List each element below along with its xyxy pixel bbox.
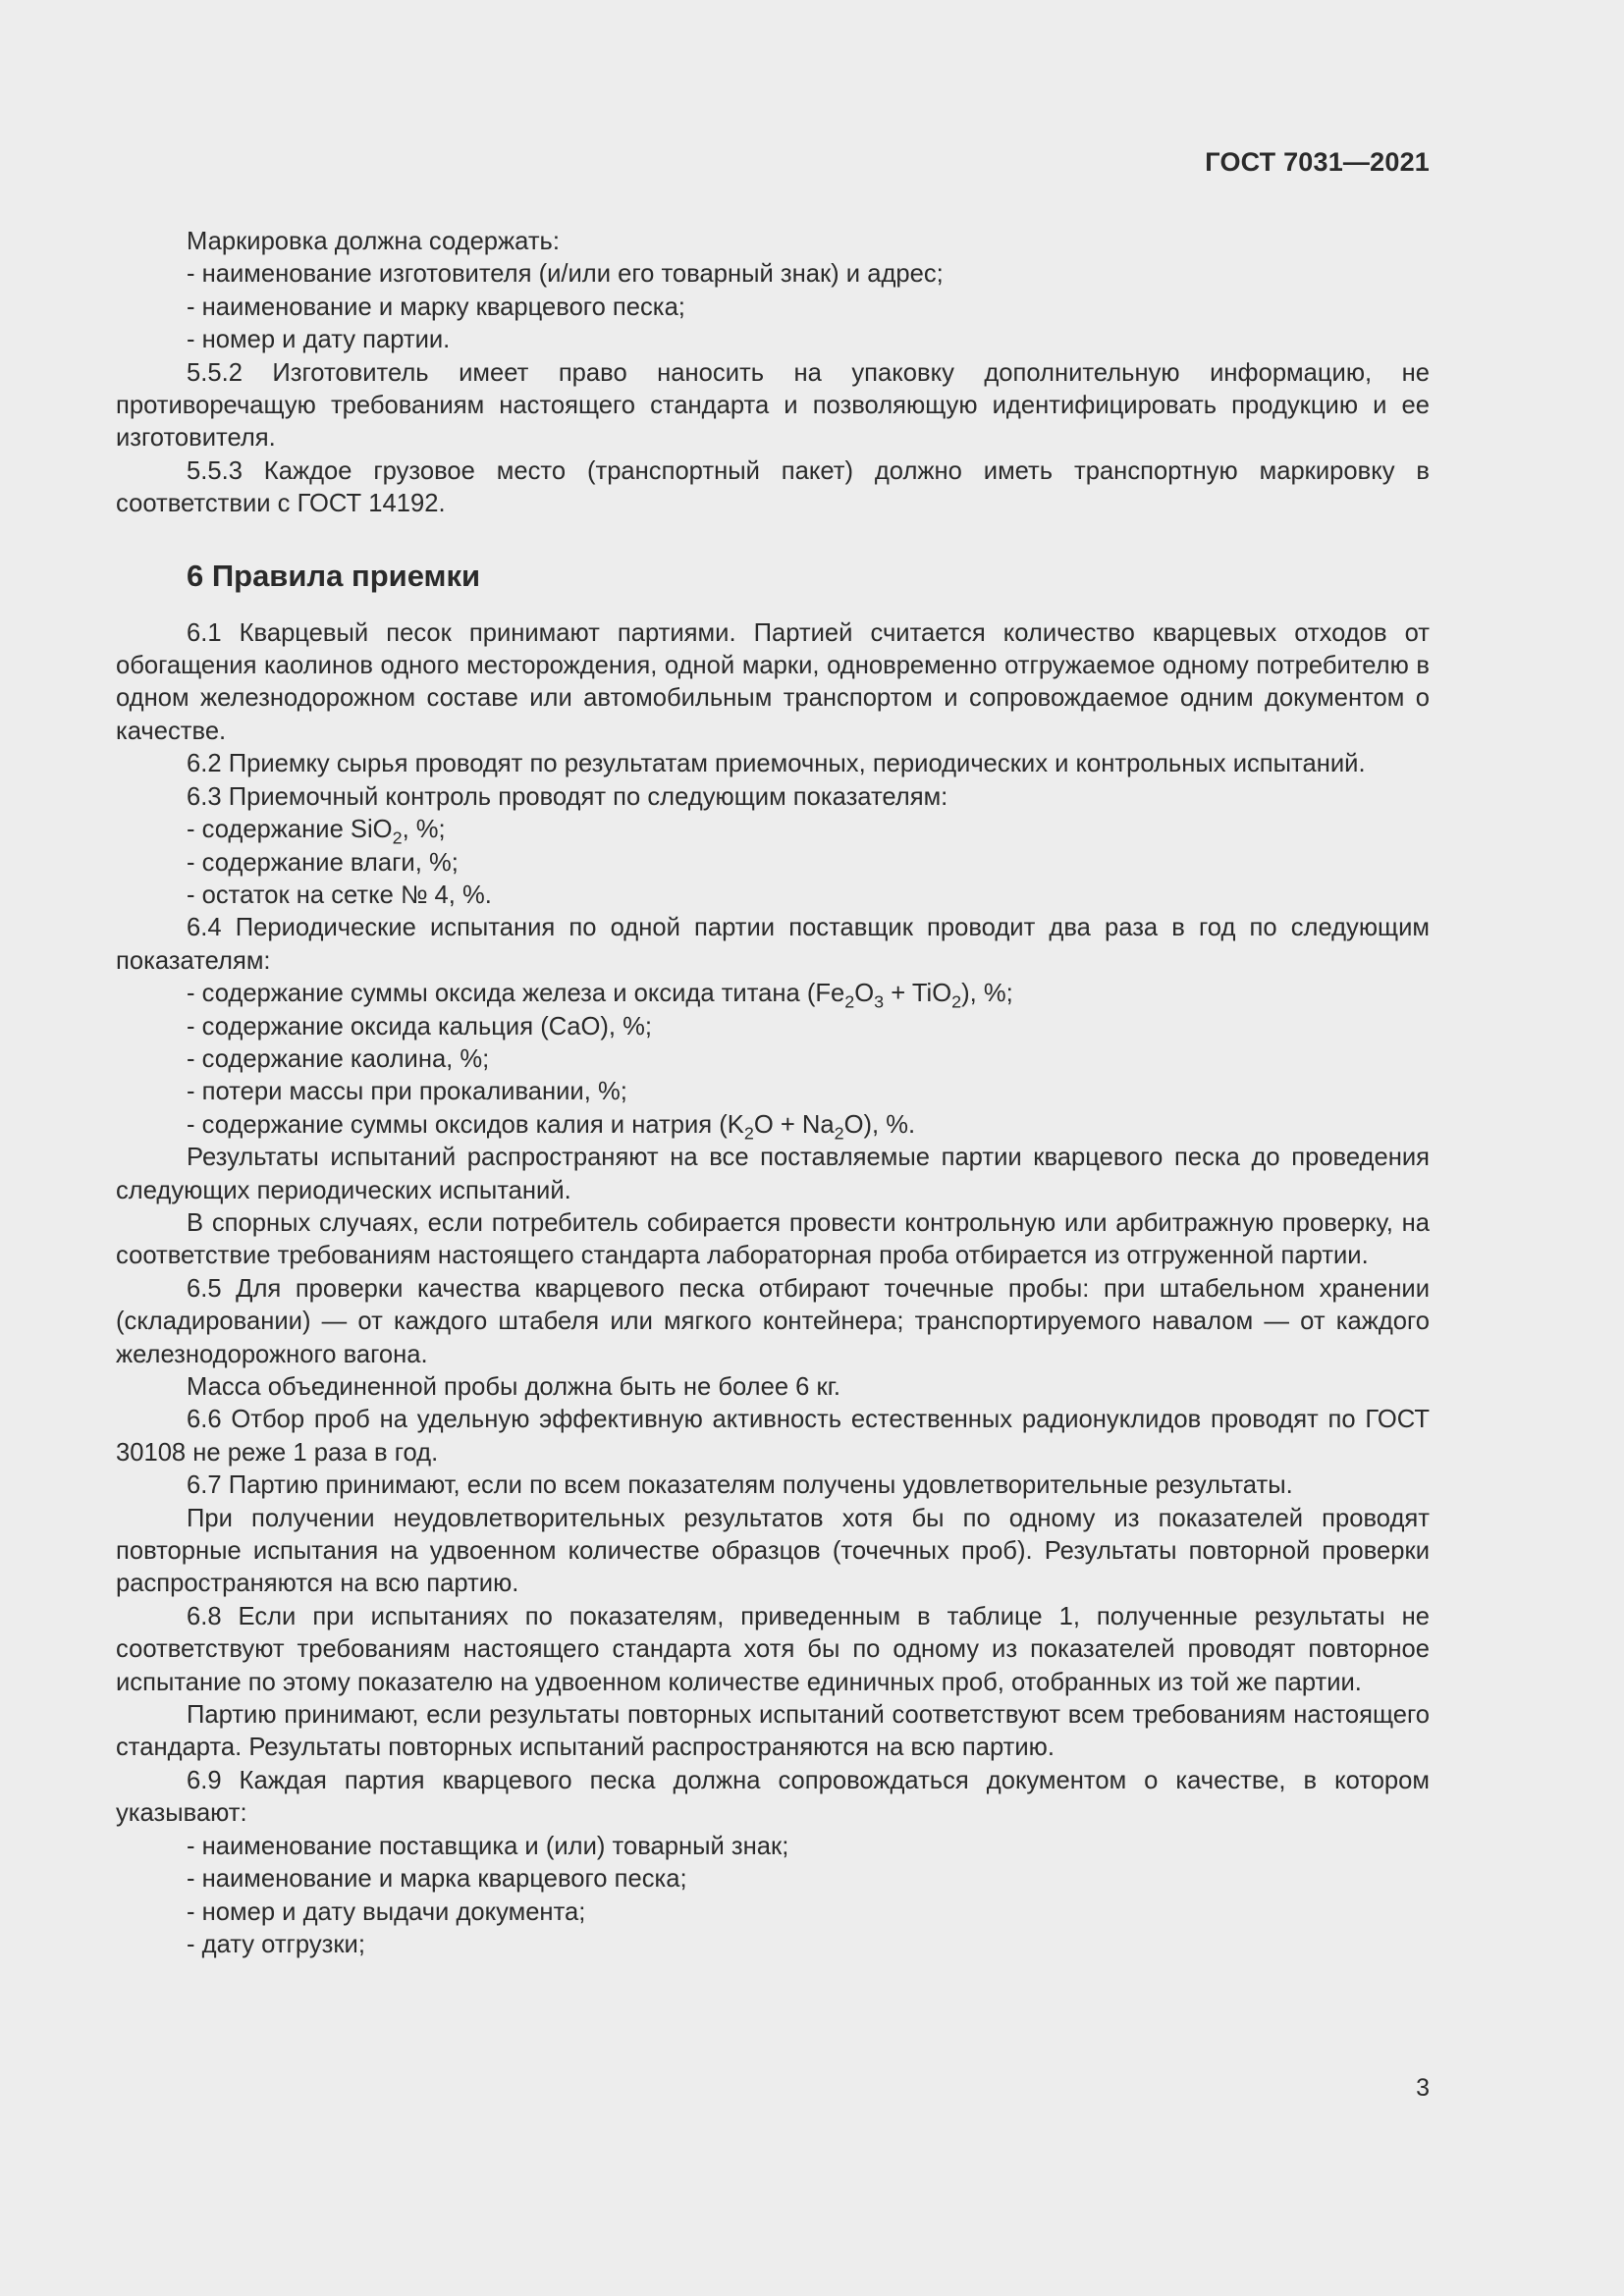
paragraph: 6.4 Периодические испытания по одной партии поставщик проводит два раза в год по следующим показателям: — [116, 914, 1430, 975]
paragraph: - дату отгрузки; — [187, 1930, 365, 1958]
paragraph: - содержание каолина, %; — [187, 1044, 490, 1073]
paragraph: - содержание влаги, %; — [187, 848, 459, 877]
paragraph: В спорных случаях, если потребитель собирается провести контрольную или арбитражную проверку, на соответствие требованиям настоящего стандарта лабораторная проба отбирается из отгруженной партии. — [116, 1208, 1430, 1270]
paragraph: - номер и дату партии. — [187, 326, 451, 354]
page-number: 3 — [1416, 2074, 1430, 2102]
document-code-header: ГОСТ 7031—2021 — [1205, 147, 1430, 177]
paragraph: При получении неудовлетворительных результатов хотя бы по одному из показателей проводят повторные испытания на удвоенном количестве образцов (точечных проб). Результаты повторной проверки распространяются на всю партию. — [116, 1504, 1430, 1598]
paragraph: 6.9 Каждая партия кварцевого песка должна сопровождаться документом о качестве, в котором указывают: — [116, 1766, 1430, 1828]
document-body — [116, 226, 1430, 1961]
paragraph: - содержание SiO$_2$, %; — [187, 816, 446, 848]
paragraph: 6.3 Приемочный контроль проводят по следующим показателям: — [187, 782, 948, 811]
paragraph: - содержание суммы оксида железа и оксида титана $(Fe_2O_3 + TiO_2)$, %; — [187, 980, 1013, 1012]
paragraph: 6.5 Для проверки качества кварцевого песка отбирают точечные пробы: при штабельном хранении (складировании) — от каждого штабеля или мягкого контейнера; транспортируемого навалом — от каждого железнодорожного вагона. — [116, 1274, 1430, 1368]
paragraph: Масса объединенной пробы должна быть не более 6 кг. — [187, 1373, 841, 1401]
paragraph: - наименование и марка кварцевого песка; — [187, 1865, 687, 1894]
paragraph: - наименование изготовителя (и/или его товарный знак) и адрес; — [187, 260, 944, 289]
section-heading: 6 Правила приемки — [187, 558, 481, 593]
paragraph: 6.8 Если при испытаниях по показателям, приведенным в таблице 1, полученные результаты не соответствуют требованиям настоящего стандарта хотя бы по одному из показателей проводят повторное испытание по этому показателю на удвоенном количестве единичных проб, отобранных из той же партии. — [116, 1602, 1430, 1696]
paragraph: Партию принимают, если результаты повторных испытаний соответствуют всем требованиям настоящего стандарта. Результаты повторных испытаний распространяются на всю партию. — [116, 1701, 1430, 1762]
paragraph: - номер и дату выдачи документа; — [187, 1897, 586, 1926]
paragraph: 6.2 Приемку сырья проводят по результатам приемочных, периодических и контрольных испытаний. — [187, 750, 1366, 778]
paragraph: - наименование и марку кварцевого песка; — [187, 293, 685, 321]
paragraph: - наименование поставщика и (или) товарный знак; — [187, 1832, 789, 1860]
paragraph: 5.5.2 Изготовитель имеет право наносить на упаковку дополнительную информацию, не противоречащую требованиям настоящего стандарта и позволяющую идентифицировать продукцию и ее изготовителя. — [116, 358, 1430, 453]
paragraph: Маркировка должна содержать: — [187, 228, 560, 255]
paragraph: - содержание оксида кальция (CaO), %; — [187, 1012, 652, 1041]
paragraph: - потери массы при прокаливании, %; — [187, 1078, 627, 1106]
paragraph: 5.5.3 Каждое грузовое место (транспортный пакет) должно иметь транспортную маркировку в соответствии с ГОСТ 14192. — [116, 456, 1430, 518]
paragraph: Результаты испытаний распространяют на все поставляемые партии кварцевого песка до проведения следующих периодических испытаний. — [116, 1144, 1430, 1204]
paragraph: 6.1 Кварцевый песок принимают партиями. Партией считается количество кварцевых отходов от обогащения каолинов одного месторождения, одной марки, одновременно отгружаемое одному потребителю в одном железнодорожном составе или автомобильным транспортом и сопровождаемое одним документом о качестве. — [116, 618, 1430, 745]
paragraph: 6.6 Отбор проб на удельную эффективную активность естественных радионуклидов проводят по ГОСТ 30108 не реже 1 раза в год. — [116, 1406, 1430, 1467]
paragraph: - остаток на сетке № 4, %. — [187, 881, 492, 909]
paragraph: - содержание суммы оксидов калия и натрия $(K_2O + Na_2O)$, %. — [187, 1110, 916, 1144]
paragraph: 6.7 Партию принимают, если по всем показателям получены удовлетворительные результаты. — [187, 1471, 1293, 1500]
